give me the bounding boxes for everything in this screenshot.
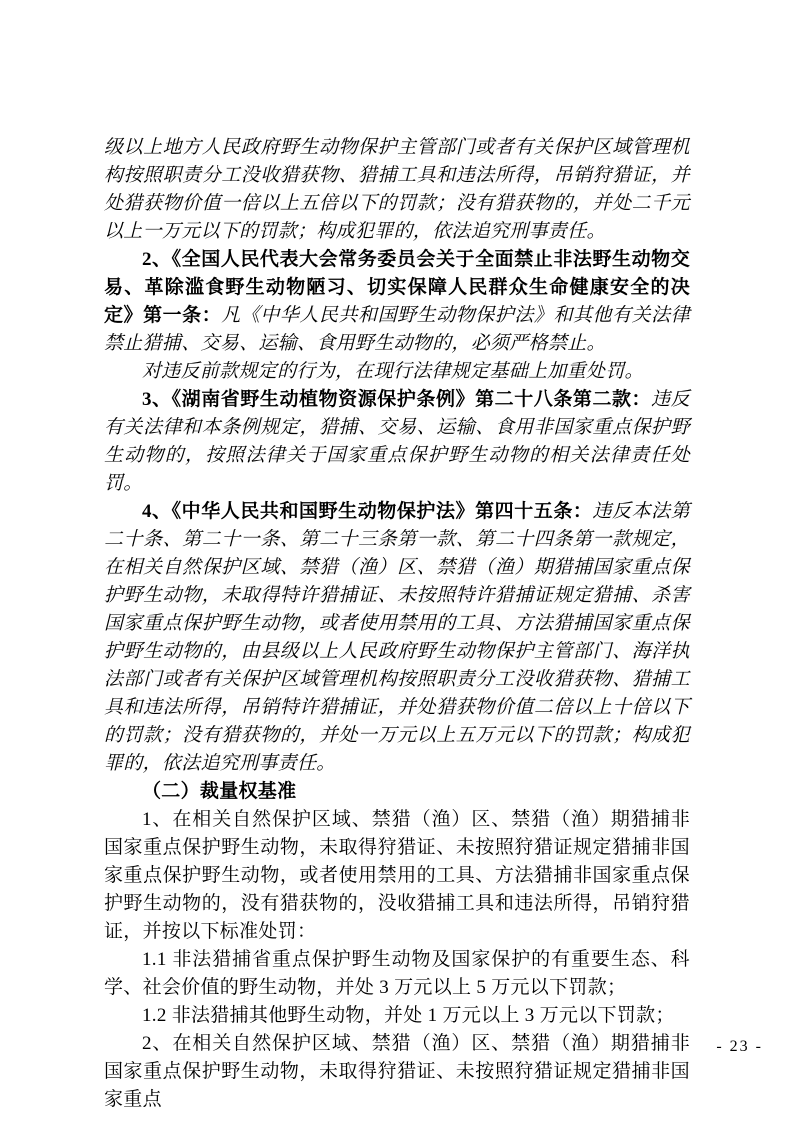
paragraph-provision-1-continuation xyxy=(104,134,690,246)
paragraph-provision-2 xyxy=(104,246,690,358)
text-run: 3、《湖南省野生动植物资源保护条例》第二十八条第二款： xyxy=(142,389,652,410)
paragraph-standard-1-1 xyxy=(104,946,690,1002)
text-run: 1、在相关自然保护区域、禁猎（渔）区、禁猎（渔）期猎捕非国家重点保护野生动物，未取得狩猎证、未按照狩猎证规定猎捕非国家重点保护野生动物，或者使用禁用的工具、方法猎捕非国家重点保护野生动物的，没有猎获物的，没收猎捕工具和违法所得，吊销狩猎证，并按以下标准处罚： xyxy=(104,809,690,942)
paragraph-provision-3 xyxy=(104,386,690,498)
paragraph-standard-1-2 xyxy=(104,1002,690,1030)
page-number: - 23 - xyxy=(716,1038,763,1055)
paragraph-standard-1 xyxy=(104,806,690,946)
paragraph-provision-2-second xyxy=(104,358,690,386)
text-run: 4、《中华人民共和国野生动物保护法》第四十五条： xyxy=(142,501,593,522)
text-run: 违反本法第二十条、第二十一条、第二十三条第一款、第二十四条第一款规定，在相关自然保护区域、禁猎（渔）区、禁猎（渔）期猎捕国家重点保护野生动物，未取得特许猎捕证、未按照特许猎捕证规定猎捕、杀害国家重点保护野生动物，或者使用禁用的工具、方法猎捕国家重点保护野生动物的，由县级以上人民政府野生动物保护主管部门、海洋执法部门或者有关保护区域管理机构按照职责分工没收猎获物、猎捕工具和违法所得，吊销特许猎捕证，并处猎获物价值二倍以上十倍以下的罚款；没有猎获物的，并处一万元以上五万元以下的罚款；构成犯罪的，依法追究刑事责任。 xyxy=(104,501,690,774)
document-content xyxy=(104,134,690,1114)
text-run: 1.1 非法猎捕省重点保护野生动物及国家保护的有重要生态、科学、社会价值的野生动物，并处 3 万元以上 5 万元以下罚款； xyxy=(104,949,690,998)
text-run: 1.2 非法猎捕其他野生动物，并处 1 万元以上 3 万元以下罚款； xyxy=(142,1005,675,1026)
text-run: 级以上地方人民政府野生动物保护主管部门或者有关保护区域管理机构按照职责分工没收猎获物、猎捕工具和违法所得，吊销狩猎证，并处猎获物价值一倍以上五倍以下的罚款；没有猎获物的，并处二千元以上一万元以下的罚款；构成犯罪的，依法追究刑事责任。 xyxy=(104,137,690,242)
text-run: 对违反前款规定的行为，在现行法律规定基础上加重处罚。 xyxy=(142,361,644,382)
text-run: （二）裁量权基准 xyxy=(142,781,297,802)
text-run: 2、《全国人民代表大会常务委员会关于全面禁止非法野生动物交易、革除滥食野生动物陋习、切实保障人民群众生命健康安全的决定》第一条： xyxy=(104,249,690,326)
heading-discretion-standard xyxy=(104,778,690,806)
text-run: 违反有关法律和本条例规定，猎捕、交易、运输、食用非国家重点保护野生动物的，按照法律关于国家重点保护野生动物的相关法律责任处罚。 xyxy=(104,389,690,494)
text-run: 2、在相关自然保护区域、禁猎（渔）区、禁猎（渔）期猎捕非国家重点保护野生动物，未取得狩猎证、未按照狩猎证规定猎捕非国家重点 xyxy=(104,1033,690,1110)
paragraph-provision-4 xyxy=(104,498,690,778)
paragraph-standard-2 xyxy=(104,1030,690,1114)
text-run: 凡《中华人民共和国野生动物保护法》和其他有关法律禁止猎捕、交易、运输、食用野生动物的，必须严格禁止。 xyxy=(104,305,690,354)
